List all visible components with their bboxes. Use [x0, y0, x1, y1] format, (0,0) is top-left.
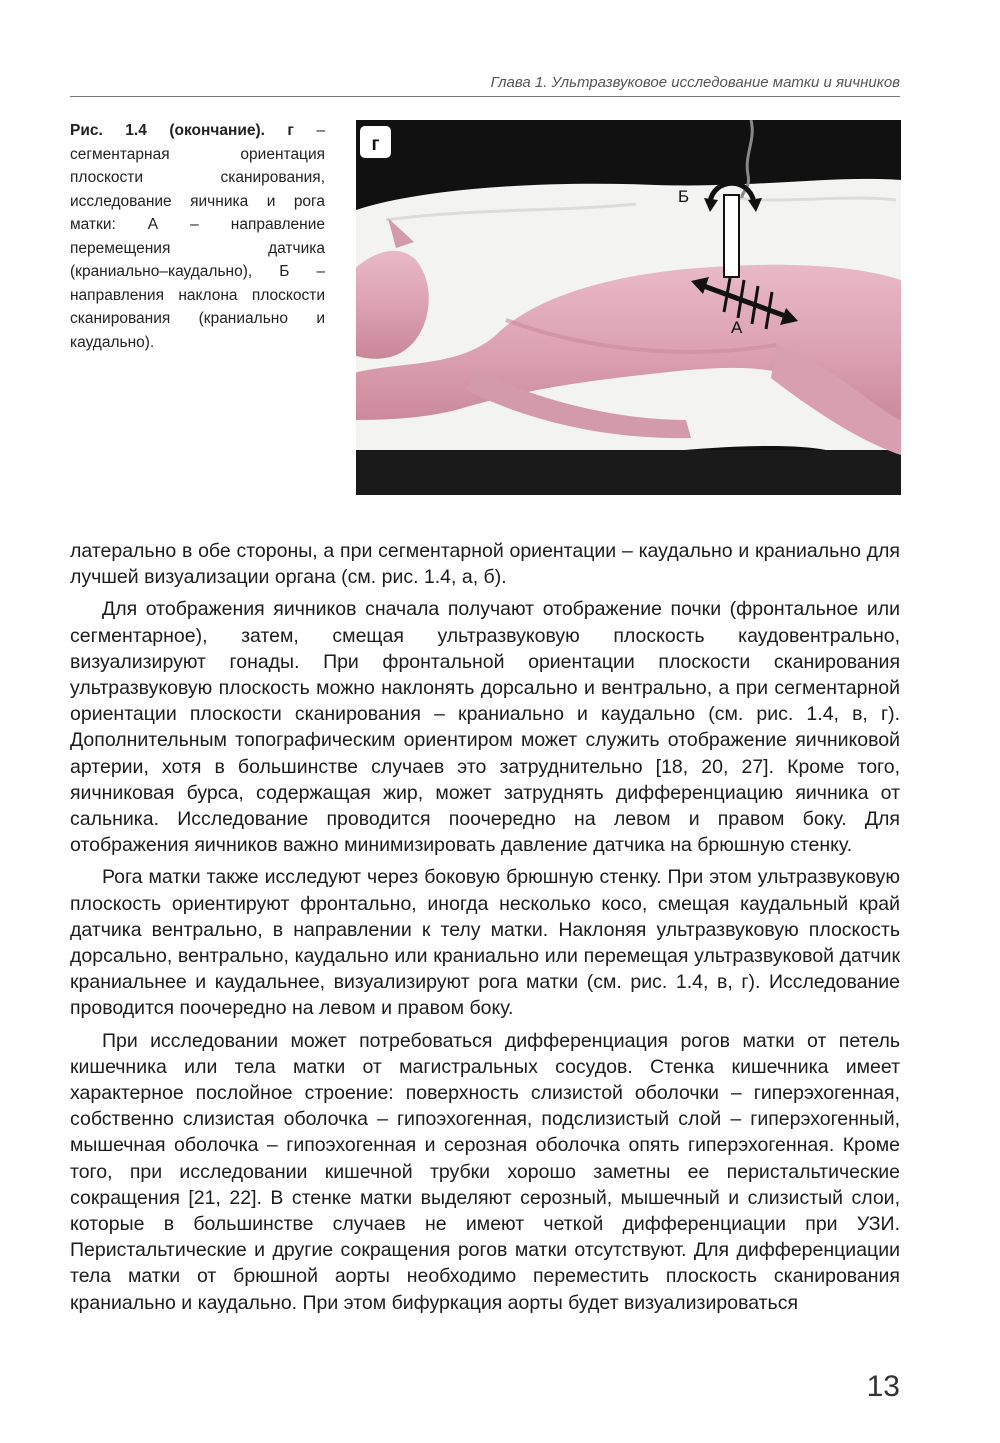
- figure-caption: [70, 119, 325, 354]
- figure-photo: [356, 120, 901, 495]
- body-text: [70, 538, 900, 1322]
- paragraph: латерально в обе стороны, а при сегментарной ориентации – каудально и краниально для лучшей визуализации органа (см. рис. 1.4, а, б).: [70, 540, 900, 589]
- paragraph: Для отображения яичников сначала получают отображение почки (фронтальное или сегментарное), затем, смещая ультразвуковую плоскость каудовентрально, визуализируют гонады. При фронтальной ориентации плоскости сканирования ультразвуковую плоскость можно наклонять дорсально и вентрально, а при сегментарной ориентации плоскости сканирования – краниально и каудально (см. рис. 1.4, в, г). Дополнительным топографическим ориентиром может служить отображение яичниковой артерии, хотя в большинстве случаев это затруднительно [18, 20, 27]. Кроме того, яичниковая бурса, содержащая жир, может затруднять дифференциацию яичника от сальника. Исследование проводится поочередно на левом и правом боку. Для отображения яичников важно минимизировать давление датчика на брюшную стенку.: [70, 598, 900, 857]
- running-head: [70, 74, 900, 97]
- paragraph: При исследовании может потребоваться дифференциация рогов матки от петель кишечника или тела матки от магистральных сосудов. Стенка кишечника имеет характерное послойное строение: поверхность слизистой оболочки – гиперэхогенная, собственно слизистая оболочка – гипоэхогенная, подслизистый слой – гиперэхогенный, мышечная оболочка – гипоэхогенная и серозная оболочка опять гиперэхогенная. Кроме того, при исследовании кишечной трубки хорошо заметны ее перистальтические сокращения [21, 22]. В стенке матки выделяют серозный, мышечный и слизистый слои, которые в большинстве случаев не имеют четкой дифференциации при УЗИ. Перистальтические и другие сокращения рогов матки отсутствуют. Для дифференциации тела матки от брюшной аорты необходимо переместить плоскость сканирования краниально и каудально. При этом бифуркация аорты будет визуализироваться: [70, 1029, 900, 1314]
- panel-label: г: [371, 134, 380, 155]
- label-b: Б: [678, 187, 690, 206]
- figure-caption-text: – сегментарная ориентация плоскости сканирования, исследование яичника и рога матки: А – направление перемещения датчика (краниально–каудально), Б – направления наклона плоскости сканирования (краниально и каудально).: [70, 122, 326, 351]
- paragraph: Рога матки также исследуют через боковую брюшную стенку. При этом ультразвуковую плоскость ориентируют фронтально, иногда несколько косо, смещая каудальный край датчика вентрально, в направлении к телу матки. Наклоняя ультразвуковую плоскость дорсально, вентрально, каудально или краниально или перемещая ультразвуковой датчик краниальнее и каудальнее, визуализируют рога матки (см. рис. 1.4, в, г). Исследование проводится поочередно на левом и правом боку.: [70, 866, 900, 1020]
- figure-caption-lead: Рис. 1.4 (окончание). г: [70, 122, 294, 139]
- page-number: 13: [866, 1370, 900, 1403]
- label-a: А: [731, 318, 743, 337]
- cat-ultrasound-illustration: [356, 120, 901, 495]
- running-head-title: Глава 1. Ультразвуковое исследование матки и яичников: [490, 74, 900, 91]
